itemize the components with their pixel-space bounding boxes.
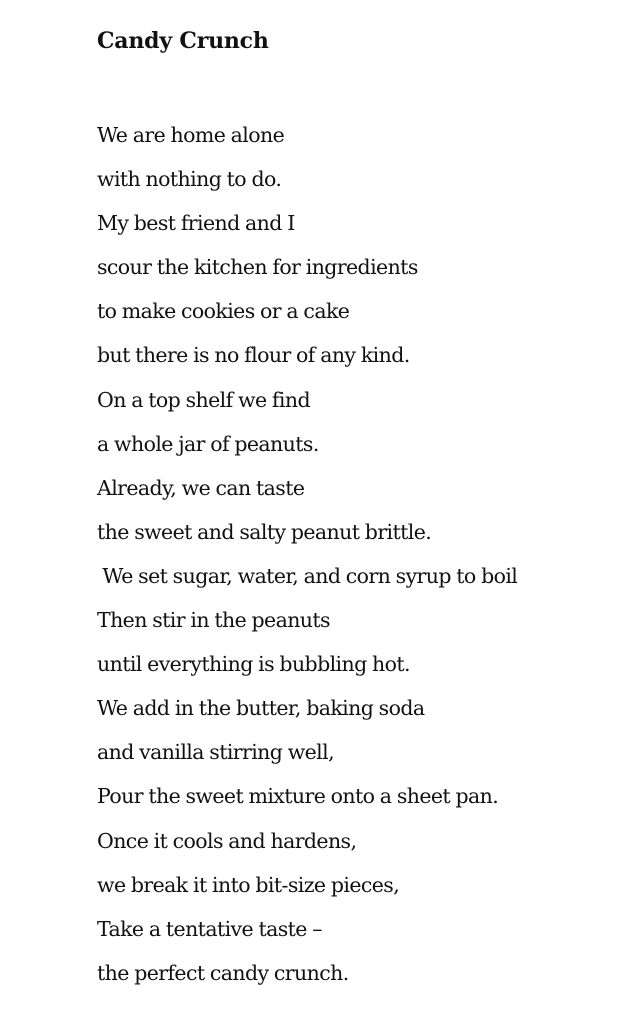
poem-line: We are home alone: [97, 123, 285, 147]
poem-lines: [97, 113, 627, 995]
poem-line: until everything is bubbling hot.: [97, 652, 410, 677]
poem-line: and vanilla stirring well,: [97, 740, 334, 765]
poem-line: Pour the sweet mixture onto a sheet pan.: [97, 784, 499, 809]
poem-line: but there is no flour of any kind.: [97, 343, 410, 368]
poem-line: My best friend and I: [97, 211, 295, 236]
poem-line: we break it into bit-size pieces,: [97, 872, 400, 897]
poem: [97, 24, 627, 995]
poem-line: Once it cools and hardens,: [97, 828, 357, 853]
poem-line: Then stir in the peanuts: [97, 608, 330, 633]
poem-line: the sweet and salty peanut brittle.: [97, 519, 432, 544]
poem-line: We add in the butter, baking soda: [97, 696, 425, 721]
poem-line: the perfect candy crunch.: [97, 960, 349, 985]
poem-line: scour the kitchen for ingredients: [97, 255, 418, 280]
poem-line: Already, we can taste: [97, 475, 305, 500]
poem-line: with nothing to do.: [97, 167, 282, 192]
poem-line: We set sugar, water, and corn syrup to boil: [97, 563, 518, 588]
poem-line: to make cookies or a cake: [97, 299, 350, 324]
poem-line: a whole jar of peanuts.: [97, 431, 319, 456]
poem-line: Take a tentative taste –: [97, 916, 322, 941]
poem-title: Candy Crunch: [97, 28, 269, 54]
poem-line: On a top shelf we find: [97, 387, 310, 412]
